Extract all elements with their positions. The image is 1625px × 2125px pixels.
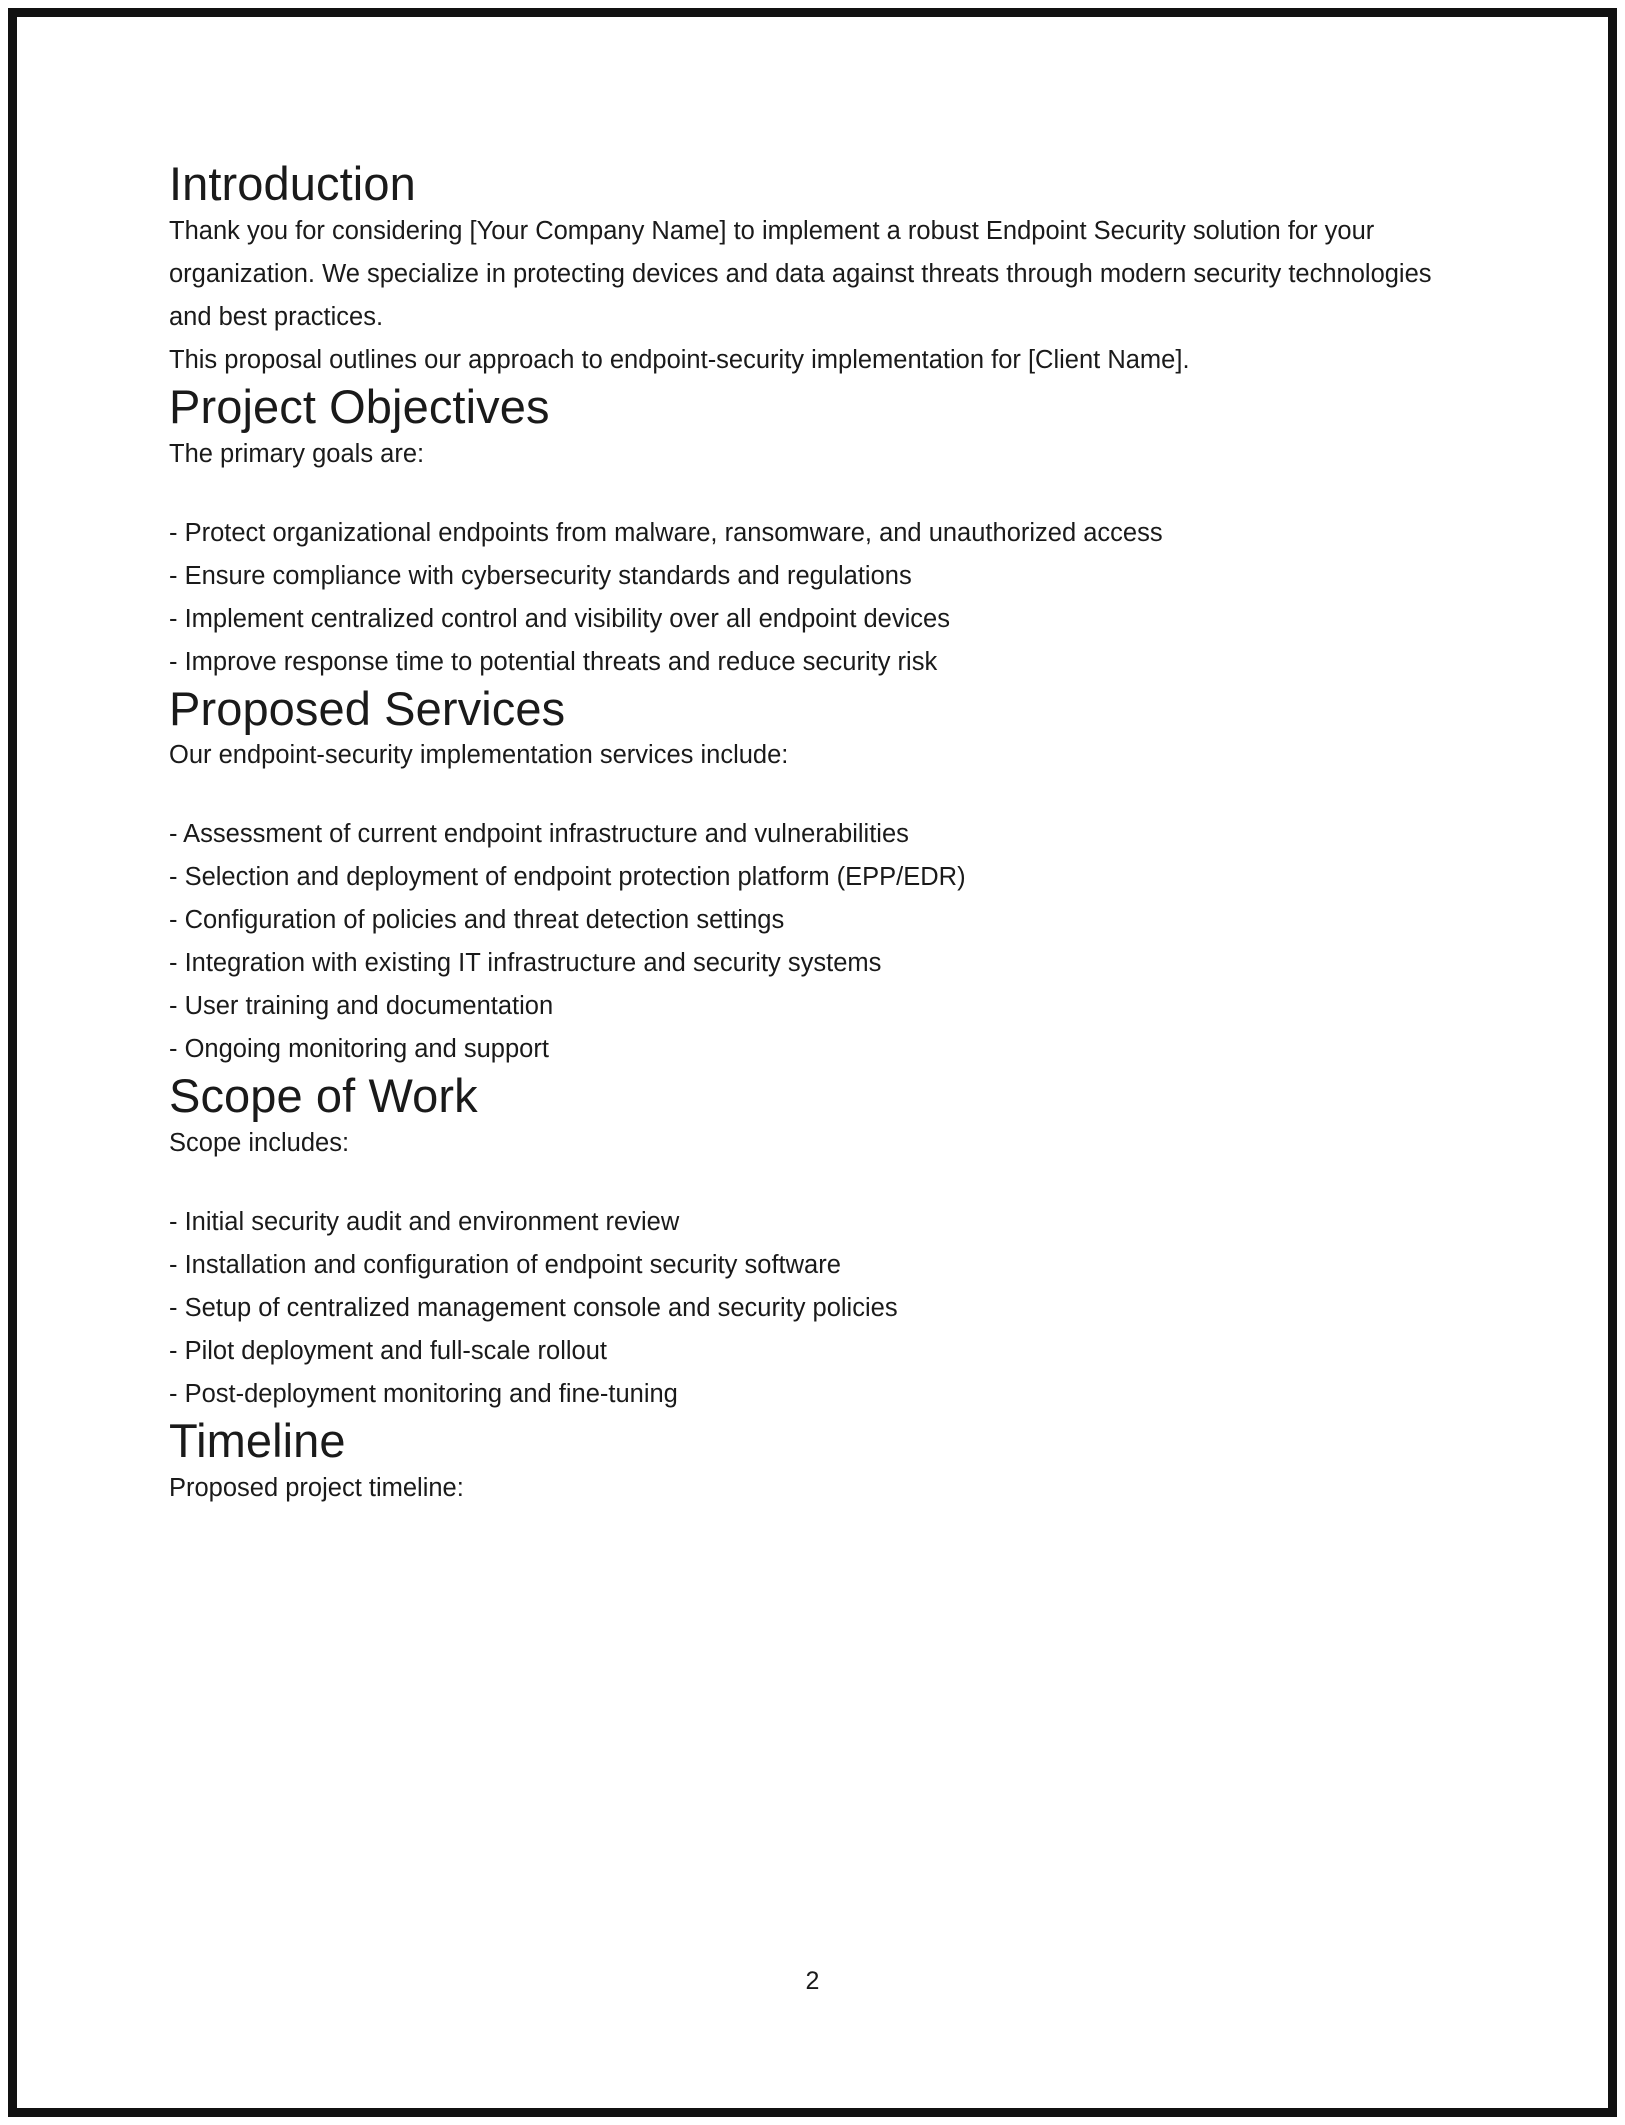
heading-project-objectives: Project Objectives xyxy=(169,379,550,433)
list-item: - Pilot deployment and full-scale rollout xyxy=(169,1337,607,1365)
heading-timeline: Timeline xyxy=(169,1414,346,1467)
proposed-services-list xyxy=(169,813,1469,1071)
list-item: - Ensure compliance with cybersecurity standards and regulations xyxy=(169,561,912,590)
scope-of-work-lead-in: Scope includes: xyxy=(169,1129,350,1157)
list-item: - Setup of centralized management console and security policies xyxy=(169,1294,898,1322)
project-objectives-lead-in: The primary goals are: xyxy=(169,439,425,468)
heading-introduction: Introduction xyxy=(169,157,416,210)
section-project-objectives xyxy=(169,379,1469,684)
list-item: - Post-deployment monitoring and fine-tuning xyxy=(169,1380,678,1408)
list-item: - Improve response time to potential threats and reduce security risk xyxy=(169,647,938,676)
list-item: - Initial security audit and environment review xyxy=(169,1208,680,1236)
section-proposed-services xyxy=(169,681,1469,1072)
list-item: - Integration with existing IT infrastructure and security systems xyxy=(169,949,882,978)
document-page xyxy=(17,17,1608,2108)
page-number: 2 xyxy=(805,1967,820,1995)
list-item: - Configuration of policies and threat detection settings xyxy=(169,906,785,935)
list-item: - Implement centralized control and visibility over all endpoint devices xyxy=(169,604,950,633)
heading-scope-of-work: Scope of Work xyxy=(169,1069,478,1123)
list-item: - Ongoing monitoring and support xyxy=(169,1035,549,1064)
section-introduction xyxy=(169,159,1469,382)
scope-of-work-list xyxy=(169,1201,1469,1416)
introduction-paragraph-2: This proposal outlines our approach to endpoint-security implementation for [Client Name]. xyxy=(169,345,1190,374)
timeline-lead-in: Proposed project timeline: xyxy=(169,1473,464,1502)
section-scope-of-work xyxy=(169,1071,1469,1416)
list-item: - User training and documentation xyxy=(169,992,554,1021)
list-item: - Selection and deployment of endpoint protection platform (EPP/EDR) xyxy=(169,863,966,892)
section-timeline xyxy=(169,1416,1469,1510)
proposed-services-lead-in: Our endpoint-security implementation services include: xyxy=(169,741,789,770)
heading-proposed-services: Proposed Services xyxy=(169,681,566,735)
document-body xyxy=(169,159,1469,1510)
list-item: - Protect organizational endpoints from malware, ransomware, and unauthorized access xyxy=(169,518,1163,547)
project-objectives-list xyxy=(169,512,1469,684)
list-item: - Installation and configuration of endpoint security software xyxy=(169,1251,841,1279)
list-item: - Assessment of current endpoint infrastructure and vulnerabilities xyxy=(169,820,909,849)
document-page-frame xyxy=(8,8,1617,2117)
introduction-paragraph-1: Thank you for considering [Your Company Name] to implement a robust Endpoint Security solution for your organization. We specialize in protecting devices and data against threats through modern security technologies and best practices. xyxy=(169,216,1432,331)
